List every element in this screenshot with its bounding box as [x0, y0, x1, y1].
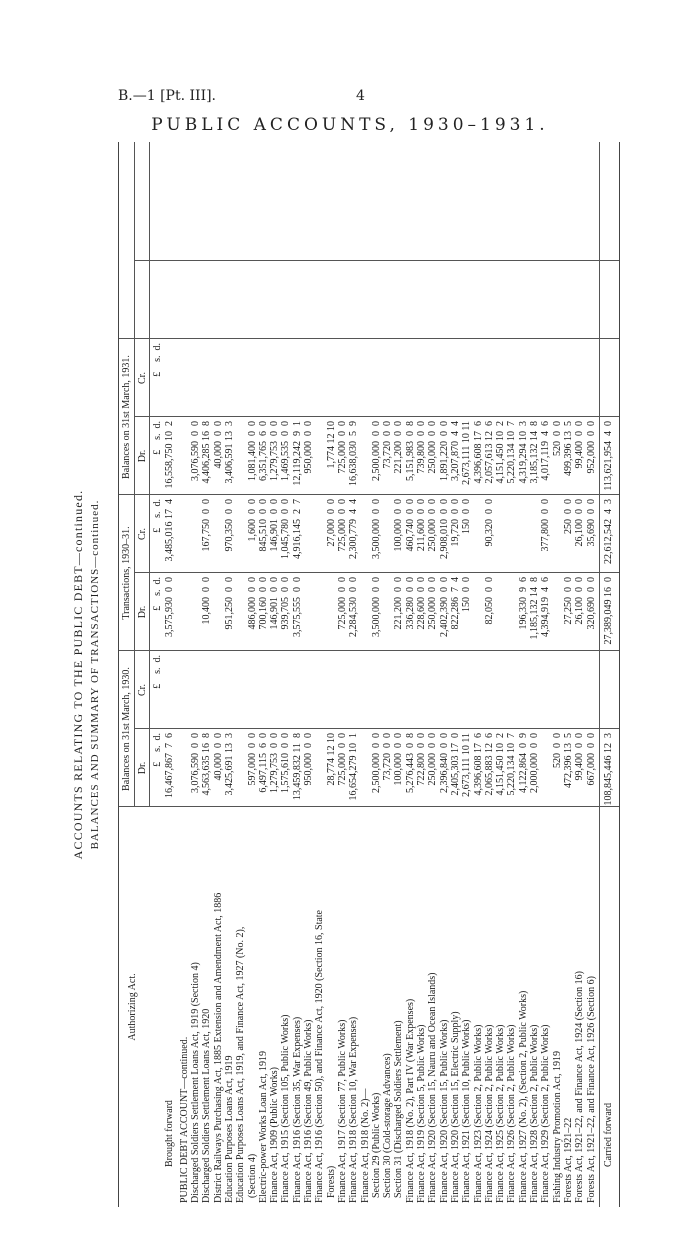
table-cell-bal30-dr: 597,000 0 0 [246, 733, 258, 786]
table-row-act: Finance Act, 1923 (Section 2, Public Works) [472, 1024, 484, 1203]
table-cell-trans-dr: 725,000 0 0 [336, 577, 348, 630]
table-cell-bal30-dr: 100,000 0 0 [393, 733, 405, 786]
brought-forward-trans-cr: 3,485,016 17 4 [164, 499, 175, 562]
table-cell-bal30-dr: 4,151,450 10 2 [495, 733, 507, 796]
table-cell-trans-cr: 1,600 0 0 [246, 499, 258, 542]
table-cell-trans-dr: 939,705 0 0 [280, 577, 292, 630]
table-cell-trans-dr: 336,280 0 0 [404, 577, 416, 630]
table-cell-bal30-dr: 2,405,303 17 0 [449, 733, 461, 796]
table-cell-trans-dr: 146,901 0 0 [269, 577, 281, 630]
table-cell-trans-dr: 82,050 0 0 [483, 577, 495, 625]
table-cell-bal31-dr: 1,774 12 10 [325, 421, 337, 469]
table-cell-trans-cr: 26,100 0 0 [574, 499, 586, 547]
units-label: £ s. d. [152, 343, 163, 377]
table-cell-trans-cr: 211,600 0 0 [416, 499, 427, 552]
table-row-act: Finance Act, 1927 (No. 2), (Section 2, Public Works) [517, 990, 529, 1203]
table-cell-trans-cr: 377,800 0 0 [540, 499, 552, 552]
table-cell-bal31-dr: 739,800 0 0 [416, 421, 427, 474]
table-row-act: Forests Act, 1921–22 [562, 1117, 574, 1203]
table-cell-bal30-dr: 722,800 0 0 [416, 733, 427, 786]
table-cell-bal31-dr: 5,220,134 10 7 [506, 421, 518, 484]
page-reference: B.—1 [Pt. III]. [118, 88, 217, 104]
col-header-dr: Dr. [137, 761, 148, 775]
table-cell-bal31-dr: 1,469,535 0 0 [280, 421, 292, 481]
table-cell-bal30-dr: 99,400 0 0 [574, 733, 586, 781]
table-cell-bal31-dr: 3,076,590 0 0 [190, 421, 201, 481]
table-row-act: District Railways Purchasing Act, 1885 Extension and Amendment Act, 1886 [212, 892, 224, 1203]
table-cell-trans-dr: 4,394,919 4 6 [540, 577, 552, 637]
table-row-act: Electric-power Works Loan Act, 1919 [257, 1050, 269, 1203]
table-cell-bal30-dr: 4,122,864 0 9 [517, 733, 529, 793]
table-cell-trans-dr: 150 0 0 [461, 577, 473, 612]
table-cell-bal30-dr: 3,425,691 13 3 [223, 733, 235, 796]
table-cell-bal30-dr: 73,720 0 0 [382, 733, 394, 781]
table-cell-bal31-dr: 952,000 0 0 [585, 421, 597, 474]
table-cell-trans-dr: 822,286 7 4 [449, 577, 461, 630]
table-cell-bal31-dr: 250,000 0 0 [427, 421, 439, 474]
table-cell-trans-dr: 486,000 0 0 [246, 577, 258, 630]
table-cell-bal30-dr: 472,396 13 5 [562, 733, 574, 788]
table-row-act: Finance Act, 1929 (Section 2, Public Works) [540, 1024, 552, 1203]
table-cell-bal31-dr: 520 0 0 [551, 421, 563, 456]
units-label: £ s. d. [152, 655, 163, 689]
table-row-act: Finance Act, 1928 (Section 2, Public Works) [529, 1024, 540, 1203]
carried-forward-bal30: 108,845,446 12 3 [603, 733, 614, 806]
table-cell-bal31-dr: 3,406,591 13 3 [223, 421, 235, 484]
table-cell-bal31-dr: 1,081,400 0 0 [246, 421, 258, 481]
table-cell-bal30-dr: 2,396,840 0 0 [438, 733, 450, 793]
table-row-act: Education Purposes Loans Act, 1919, and Finance Act, 1927 (No. 2), [235, 926, 247, 1203]
table-row-act: Finance Act, 1918 (Section 10, War Expenses) [348, 1016, 360, 1203]
carried-forward-bal31: 113,621,954 4 0 [603, 421, 614, 491]
table-cell-trans-cr: 19,720 0 0 [449, 499, 461, 547]
table-row-act: Forests Act, 1921–22, and Finance Act, 1924 (Section 16) [574, 971, 586, 1203]
table-cell-bal30-dr: 2,500,000 0 0 [370, 733, 382, 793]
table-cell-bal30-dr: 4,563,635 16 8 [201, 733, 213, 796]
table-cell-trans-cr: 250,000 0 0 [427, 499, 439, 552]
table-cell-trans-cr: 3,500,000 0 0 [370, 499, 382, 559]
table-row-act: Discharged Soldiers Settlement Loans Act, 1920 [201, 1008, 213, 1203]
col-header-dr: Dr. [137, 605, 148, 619]
table-cell-bal30-dr: 667,000 0 0 [585, 733, 597, 786]
table-cell-trans-cr: 35,690 0 0 [585, 499, 597, 547]
table-row-act: Finance Act, 1920 (Section 15, Nauru and Ocean Islands) [427, 972, 439, 1203]
table-cell-bal30-dr: 3,076,590 0 0 [190, 733, 201, 793]
table-row-act: Finance Act, 1919 (Section 5, Public Works) [416, 1024, 427, 1203]
table-cell-bal30-dr: 2,673,111 10 11 [461, 733, 473, 797]
carried-forward-trans-dr: 27,389,049 16 0 [603, 577, 614, 645]
table-cell-trans-dr: 2,402,390 0 0 [438, 577, 450, 637]
col-header-cr: Cr. [137, 372, 148, 384]
table-cell-bal31-dr: 4,017,119 4 6 [540, 421, 552, 481]
table-row-act: (Section 4) [246, 1153, 258, 1203]
rotated-table-page [73, 142, 628, 1207]
table-cell-bal31-dr: 4,319,294 10 3 [517, 421, 529, 484]
table-cell-bal30-dr: 5,276,443 0 8 [404, 733, 416, 793]
table-cell-trans-dr: 26,100 0 0 [574, 577, 586, 625]
table-row-act: Finance Act, 1915 (Section 105, Public Works) [280, 1014, 292, 1203]
col-header-act: Authorizing Act. [127, 973, 138, 1041]
table-cell-bal31-dr: 4,151,450 10 2 [495, 421, 507, 484]
table-cell-trans-cr: 2,908,010 0 0 [438, 499, 450, 559]
units-label: £ s. d. [152, 733, 163, 767]
col-header-cr: Cr. [137, 528, 148, 540]
table-cell-trans-dr: 250,000 0 0 [427, 577, 439, 630]
table-cell-bal31-dr: 12,119,242 9 1 [291, 421, 303, 486]
table-cell-bal31-dr: 3,185,132 14 8 [529, 421, 540, 484]
col-header-cr: Cr. [137, 684, 148, 696]
table-cell-bal31-dr: 725,000 0 0 [336, 421, 348, 474]
table-row-act: Section 29 (Public Works) [370, 1092, 382, 1203]
table-cell-trans-cr: 150 0 0 [461, 499, 473, 534]
table-cell-trans-dr: 3,575,555 0 0 [291, 577, 303, 637]
table-cell-bal30-dr: 1,575,610 0 0 [280, 733, 292, 793]
table-cell-trans-dr: 10,400 0 0 [201, 577, 213, 625]
table-row-act: Finance Act, 1926 (Section 2, Public Works) [506, 1024, 518, 1203]
table-cell-bal31-dr: 99,400 0 0 [574, 421, 586, 469]
table-cell-bal30-dr: 950,000 0 0 [303, 733, 314, 786]
table-row-act: Forests) [325, 1165, 337, 1203]
table-row-act: Finance Act, 1916 (Section 35, War Expenses) [291, 1016, 303, 1203]
table-cell-bal30-dr: 4,396,608 17 6 [472, 733, 484, 796]
table-cell-bal30-dr: 2,000,000 0 0 [529, 733, 540, 793]
units-label: £ s. d. [152, 421, 163, 455]
table-row-act: Section 30 (Cold-storage Advances) [382, 1053, 394, 1203]
col-header-bal1930: Balances on 31st March, 1930. [121, 667, 132, 791]
table-cell-bal31-dr: 1,891,220 0 0 [438, 421, 450, 481]
table-cell-bal31-dr: 73,720 0 0 [382, 421, 394, 469]
table-row-act: Finance Act, 1924 (Section 2, Public Works) [483, 1024, 495, 1203]
table-cell-bal30-dr: 13,459,832 11 8 [291, 733, 303, 801]
table-cell-bal31-dr: 2,057,613 12 6 [483, 421, 495, 484]
table-row-act: Fishing Industry Promotion Act, 1919 [551, 1051, 563, 1203]
table-cell-bal31-dr: 3,207,870 4 4 [449, 421, 461, 481]
table-cell-trans-cr: 2,300,779 4 4 [348, 499, 360, 559]
units-label: £ s. d. [152, 577, 163, 611]
page-header [0, 0, 700, 140]
table-cell-trans-cr: 1,045,780 0 0 [280, 499, 292, 559]
table-cell-trans-dr: 228,600 0 0 [416, 577, 427, 630]
table-row-act: Section 31 (Discharged Soldiers Settlement) [393, 1020, 405, 1203]
brought-forward-trans-dr: 3,575,930 0 0 [164, 577, 175, 637]
table-cell-trans-cr: 250 0 0 [562, 499, 574, 534]
units-label: £ s. d. [152, 499, 163, 533]
table-row-act: Finance Act, 1921 (Section 10, Public Works) [461, 1019, 473, 1203]
table-row-act: Finance Act, 1925 (Section 2, Public Works) [495, 1024, 507, 1203]
table-cell-trans-cr: 4,916,145 2 7 [291, 499, 303, 559]
table-cell-trans-dr: 1,185,132 14 8 [529, 577, 540, 640]
table-cell-trans-dr: 320,690 0 0 [585, 577, 597, 630]
table-cell-trans-dr: 951,250 0 0 [223, 577, 235, 630]
table-cell-bal30-dr: 6,497,115 6 0 [257, 733, 269, 793]
table-cell-trans-dr: 2,284,530 0 0 [348, 577, 360, 637]
table-cell-bal31-dr: 499,396 13 5 [562, 421, 574, 476]
table-cell-bal31-dr: 1,279,753 0 0 [269, 421, 281, 481]
col-header-trans: Transactions, 1930–31. [121, 526, 132, 620]
table-cell-bal30-dr: 16,654,279 10 1 [348, 733, 360, 801]
table-cell-bal30-dr: 28,774 12 10 [325, 733, 337, 786]
table-row-act: Forests Act, 1921–22, and Finance Act, 1926 (Section 6) [585, 976, 597, 1203]
accounts-table [118, 142, 620, 1207]
table-row-act: Discharged Soldiers Settlement Loans Act, 1919 (Section 4) [190, 962, 201, 1203]
col-header-bal1931: Balances on 31st March, 1931. [121, 355, 132, 479]
table-cell-bal31-dr: 221,200 0 0 [393, 421, 405, 474]
table-cell-trans-dr: 221,200 0 0 [393, 577, 405, 630]
brought-forward-bal30: 16,467,867 7 6 [164, 733, 175, 798]
table-cell-trans-cr: 725,000 0 0 [336, 499, 348, 552]
table-cell-bal31-dr: 2,500,000 0 0 [370, 421, 382, 481]
table-cell-trans-cr: 167,750 0 0 [201, 499, 213, 552]
table-row-act: Finance Act, 1920 (Section 15, Public Works) [438, 1019, 450, 1203]
table-cell-trans-cr: 845,510 0 0 [257, 499, 269, 552]
table-row-act: Finance Act, 1920 (Section 15, Electric Supply) [449, 1011, 461, 1203]
table-row-act: Finance Act, 1917 (Section 77, Public Works) [336, 1019, 348, 1203]
table-cell-bal30-dr: 1,279,753 0 0 [269, 733, 281, 793]
table-cell-trans-cr: 100,000 0 0 [393, 499, 405, 552]
table-cell-bal31-dr: 4,396,608 17 6 [472, 421, 484, 484]
table-cell-bal30-dr: 2,065,883 12 6 [483, 733, 495, 796]
table-heading: ACCOUNTS RELATING TO THE PUBLIC DEBT—continued. [71, 489, 85, 860]
brought-forward-bal31: 16,558,750 10 2 [164, 421, 175, 489]
table-row-act: Education Purposes Loans Act, 1919 [223, 1055, 235, 1203]
table-cell-bal31-dr: 2,673,111 10 11 [461, 421, 473, 485]
table-cell-bal30-dr: 40,000 0 0 [212, 733, 224, 781]
table-cell-trans-cr: 27,000 0 0 [325, 499, 337, 547]
table-subheading: BALANCES AND SUMMARY OF TRANSACTIONS—continued. [89, 499, 101, 850]
table-cell-bal31-dr: 16,638,030 5 9 [348, 421, 360, 486]
table-cell-trans-dr: 27,250 0 0 [562, 577, 574, 625]
table-cell-bal30-dr: 725,000 0 0 [336, 733, 348, 786]
col-header-dr: Dr. [137, 449, 148, 463]
table-row-act: Finance Act, 1909 (Public Works) [269, 1067, 281, 1203]
table-cell-trans-cr: 146,901 0 0 [269, 499, 281, 552]
page-number: 4 [356, 88, 365, 104]
carried-forward-label: Carried forward [603, 1102, 614, 1167]
table-cell-bal31-dr: 6,351,765 6 0 [257, 421, 269, 481]
table-cell-bal31-dr: 40,000 0 0 [212, 421, 224, 469]
table-row-act: Finance Act, 1918 (No. 2), Part IV (War Expenses) [404, 998, 416, 1203]
table-cell-bal30-dr: 250,000 0 0 [427, 733, 439, 786]
carried-forward-trans-cr: 22,612,542 4 3 [603, 499, 614, 564]
table-cell-bal30-dr: 520 0 0 [551, 733, 563, 768]
table-cell-trans-cr: 90,320 0 0 [483, 499, 495, 547]
table-cell-bal31-dr: 4,406,285 16 8 [201, 421, 213, 484]
brought-forward-label: Brought forward [164, 1100, 175, 1167]
table-cell-bal31-dr: 5,151,983 0 8 [404, 421, 416, 481]
table-cell-trans-cr: 460,740 0 0 [404, 499, 416, 552]
table-cell-bal31-dr: 950,000 0 0 [303, 421, 314, 474]
table-cell-trans-dr: 196,330 9 6 [517, 577, 529, 630]
table-row-act: Finance Act, 1916 (Section 50), and Finance Act, 1920 (Section 16, State [314, 910, 326, 1203]
table-row-act: Finance Act, 1916 (Section 49, Public Works) [303, 1019, 314, 1203]
page-title: PUBLIC ACCOUNTS, 1930–1931. [151, 115, 549, 135]
table-row-act: Finance Act, 1918 (No. 2)— [359, 1088, 371, 1203]
table-cell-trans-dr: 700,160 0 0 [257, 577, 269, 630]
table-cell-trans-cr: 970,350 0 0 [223, 499, 235, 552]
section-title: PUBLIC DEBT ACCOUNT—continued. [179, 1036, 190, 1203]
table-cell-trans-dr: 3,500,000 0 0 [370, 577, 382, 637]
table-cell-bal30-dr: 5,220,134 10 7 [506, 733, 518, 796]
